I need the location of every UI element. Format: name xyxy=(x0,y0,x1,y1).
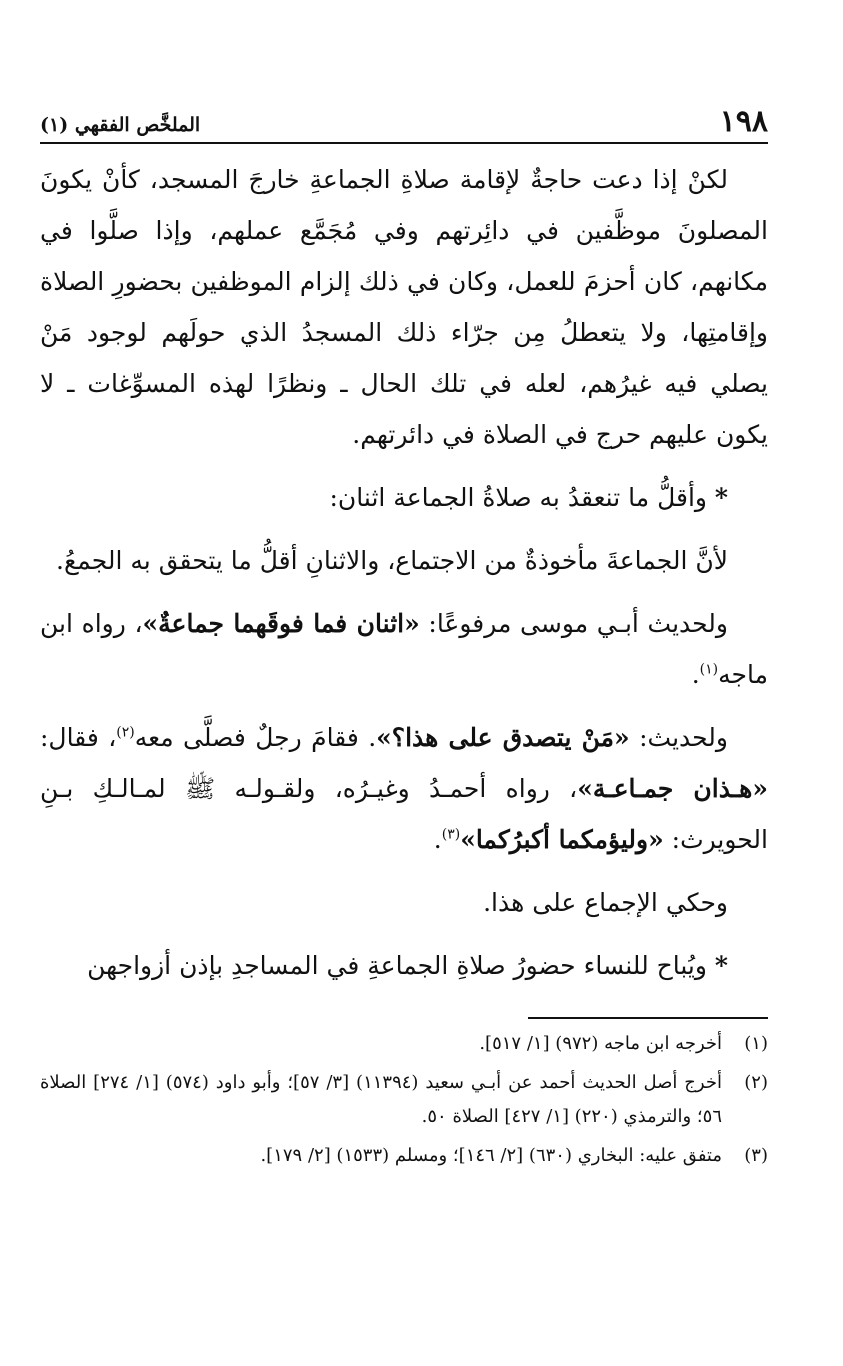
footnote-ref-1: (١) xyxy=(699,661,719,678)
hadith-quote: «وليؤمكما أكبرُكما» xyxy=(460,825,664,854)
text-segment: ولحديث أبـي موسى مرفوعًا: xyxy=(428,609,728,638)
paragraph-outside-mosque: لكنْ إذا دعت حاجةٌ لإقامة صلاةِ الجماعةِ خارجَ المسجد، كأنْ يكونَ المصلونَ موظَّفين في دائِرتهم وفي مُجَمَّع عملهم، وإذا صلَّوا في مكانهم، كان أحزمَ للعمل، وكان في ذلك إلزام الموظفين بحضورِ الصلاة وإقامتِها، ولا يتعطلُ مِن جرّاء ذلك المسجدُ الذي حولَهم لوجود مَنْ يصلي فيه غيرُهم، لعله في تلك الحال ـ ونظرًا لهذه المسوِّغات ـ لا يكون عليهم حرج في الصلاة في دائرتهم. xyxy=(40,165,768,449)
text-segment: ولحديث: xyxy=(639,723,728,752)
paragraph-sadaqah-hadith xyxy=(40,712,768,865)
paragraph-reason: لأنَّ الجماعةَ مأخوذةٌ من الاجتماع، والاثنانِ أقلُّ ما يتحقق به الجمعُ. xyxy=(56,546,728,575)
footnote-ref-3: (٣) xyxy=(441,826,461,843)
text-segment: ، فقال: xyxy=(40,723,117,752)
footnotes xyxy=(40,1027,768,1173)
page-number: ١٩٨ xyxy=(719,104,768,139)
text-segment: ، رواه ابن ماجه xyxy=(40,609,768,689)
footnote-text: أخرج أصل الحديث أحمد عن أبـي سعيد (١١٣٩٤) [٣/ ٥٧]؛ وأبو داود (٥٧٤) [١/ ٢٧٤] الصلاة ٥٦؛ والترمذي (٢٢٠) [١/ ٤٢٧] الصلاة ٥٠. xyxy=(40,1072,722,1127)
main-text xyxy=(40,154,768,991)
paragraph-text: وأقلُّ ما تنعقدُ به صلاةُ الجماعة اثنان: xyxy=(329,483,707,512)
book-page xyxy=(40,96,768,1178)
hadith-quote: «هـذان جمـاعـة» xyxy=(577,774,768,803)
footnote-text: أخرجه ابن ماجه (٩٧٢) [١/ ٥١٧]. xyxy=(479,1033,722,1054)
paragraph-text: ويُباح للنساء حضورُ صلاةِ الجماعةِ في المساجدِ بإذن أزواجهن xyxy=(87,951,707,980)
text-segment: . فقامَ رجلٌ فصلَّى معه xyxy=(134,723,377,752)
footnote-mark: (١) xyxy=(744,1033,768,1054)
footnote-mark: (٣) xyxy=(744,1145,768,1166)
footnote-divider xyxy=(528,1017,768,1019)
text-segment: . xyxy=(433,825,442,854)
paragraph-minimum-congregation xyxy=(40,472,768,523)
footnote-mark: (٢) xyxy=(744,1072,768,1093)
paragraph-women-attendance xyxy=(40,940,768,991)
footnote-item xyxy=(40,1027,768,1061)
footnote-text: متفق عليه: البخاري (٦٣٠) [٢/ ١٤٦]؛ ومسلم (١٥٣٣) [٢/ ١٧٩]. xyxy=(260,1145,722,1166)
paragraph-abu-musa-hadith xyxy=(40,598,768,700)
hadith-quote: «اثنان فما فوقَهما جماعةٌ» xyxy=(142,609,420,638)
footnote-item xyxy=(40,1066,768,1134)
hadith-quote: «مَنْ يتصدق على هذا؟» xyxy=(376,723,630,752)
text-segment: ، رواه أحمـدُ وغيـرُه، ولقـولـه ﷺ لمـالـكِ بـنِ الحويرث: xyxy=(40,774,768,854)
footnote-ref-2: (٢) xyxy=(116,724,135,741)
footnote-item xyxy=(40,1139,768,1173)
running-title: الملخَّص الفقهي (١) xyxy=(40,114,201,136)
star-marker: * xyxy=(714,483,728,512)
page-header xyxy=(40,96,768,144)
text-segment: . xyxy=(691,660,700,689)
paragraph-consensus: وحكي الإجماع على هذا. xyxy=(483,888,728,917)
star-marker: * xyxy=(714,951,728,980)
